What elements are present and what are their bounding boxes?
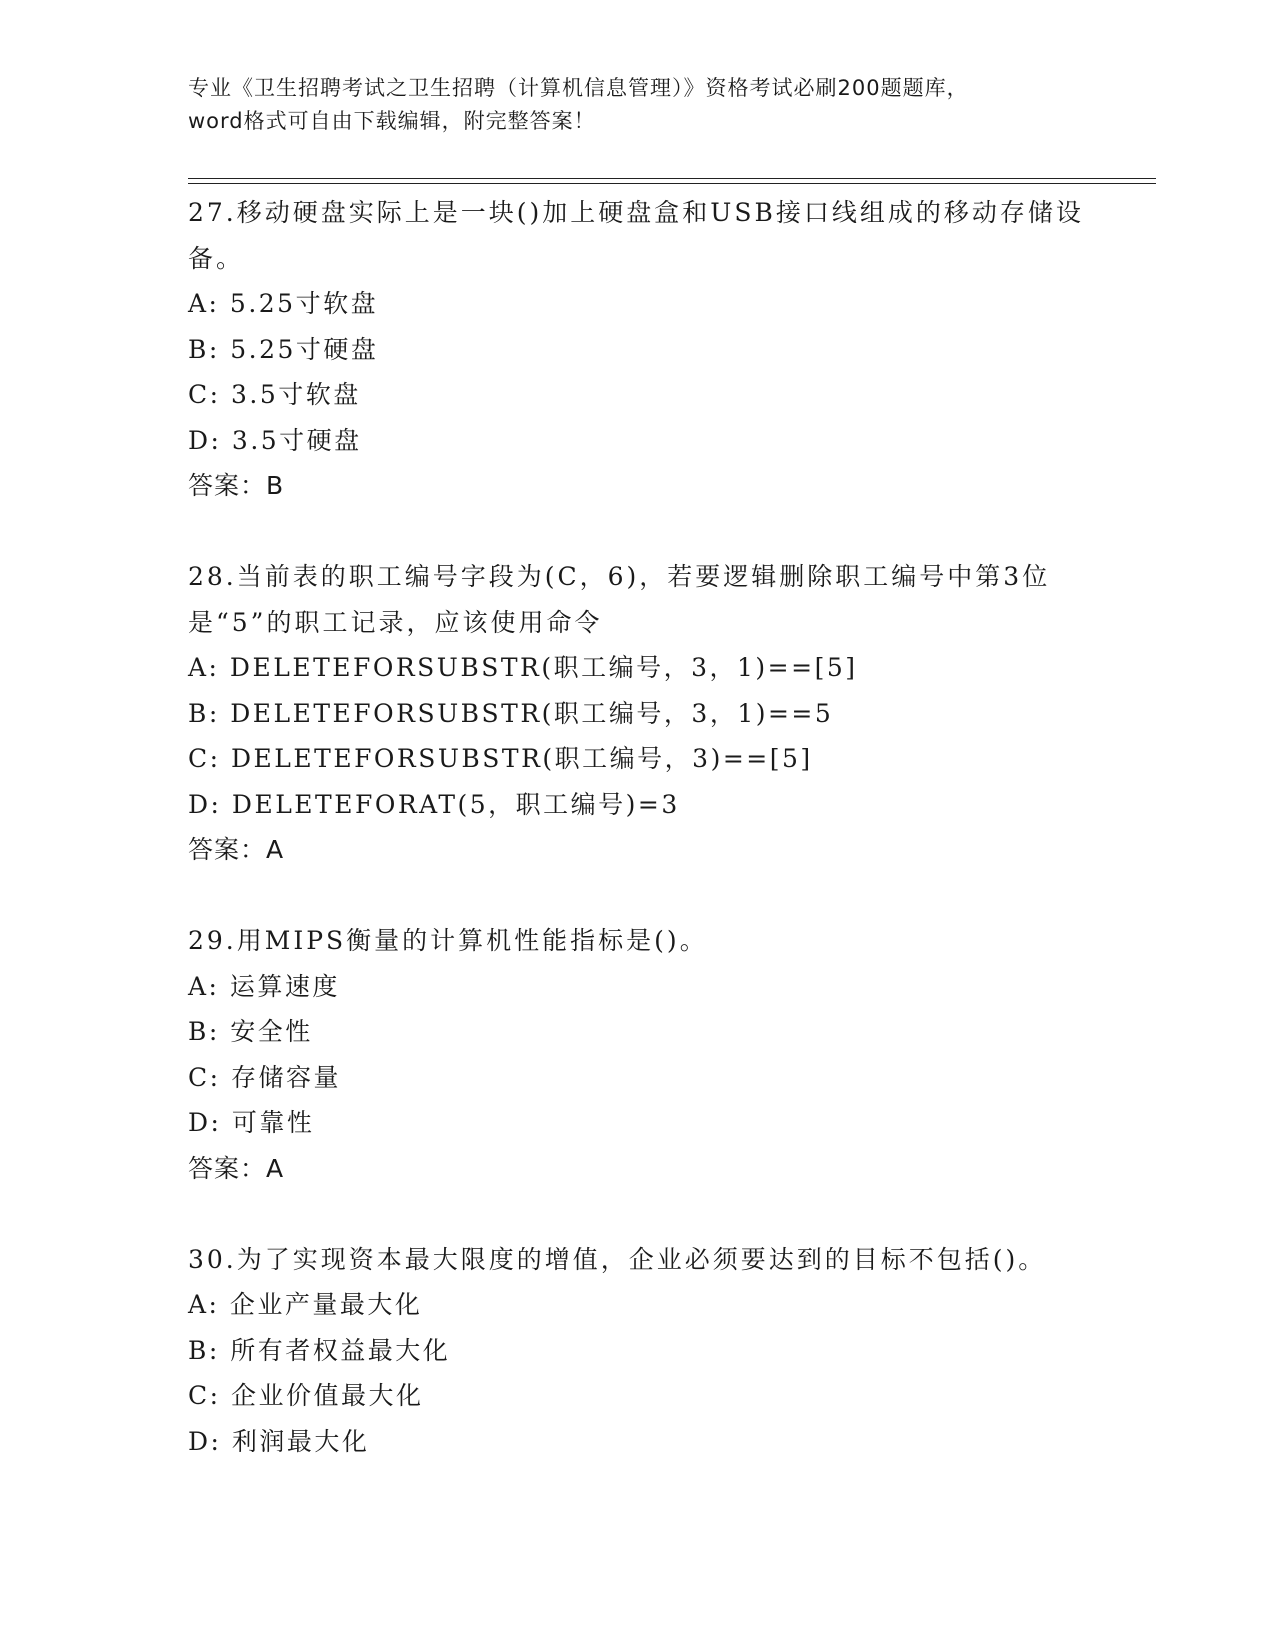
answer-label: 答案：A [188, 835, 285, 864]
answer-label: 答案：A [188, 1153, 285, 1183]
question-text: 28.当前表的职工编号字段为(C，6)，若要逻辑删除职工编号中第3位是“5”的职工记录，应该使用命令 [188, 562, 1051, 637]
header-line-2: word格式可自由下载编辑，附完整答案！ [188, 109, 596, 133]
document-header [188, 72, 1088, 138]
option-d: D: DELETEFORAT(5，职工编号)=3 [188, 789, 680, 819]
option-a: A: DELETEFORSUBSTR(职工编号，3，1)==[5] [188, 653, 858, 682]
option-b: B: 5.25寸硬盘 [188, 334, 379, 364]
option-b: B: 安全性 [188, 1017, 313, 1046]
question-text: 29.用MIPS衡量的计算机性能指标是()。 [188, 926, 708, 955]
answer-label: 答案：B [188, 471, 285, 500]
header-divider-bottom [188, 183, 1156, 184]
option-b: B: 所有者权益最大化 [188, 1335, 451, 1365]
option-d: D: 利润最大化 [188, 1426, 370, 1456]
question-text: 30.为了实现资本最大限度的增值，企业必须要达到的目标不包括()。 [188, 1244, 1047, 1274]
option-c: C: 3.5寸软盘 [188, 380, 361, 409]
option-c: C: 企业价值最大化 [188, 1381, 424, 1410]
option-a: A: 企业产量最大化 [188, 1290, 423, 1319]
option-a: A: 运算速度 [188, 971, 340, 1001]
question-30 [188, 1237, 1088, 1465]
header-line-1: 专业《卫生招聘考试之卫生招聘（计算机信息管理）》资格考试必刷200题题库， [188, 76, 969, 100]
question-28 [188, 554, 1088, 873]
option-b: B: DELETEFORSUBSTR(职工编号，3，1)==5 [188, 698, 834, 728]
option-c: C: DELETEFORSUBSTR(职工编号，3)==[5] [188, 744, 813, 773]
question-27 [188, 190, 1088, 509]
option-d: D: 可靠性 [188, 1108, 315, 1137]
option-a: A: 5.25寸软盘 [188, 289, 379, 318]
question-29 [188, 918, 1088, 1191]
question-list [188, 190, 1088, 1464]
question-text: 27.移动硬盘实际上是一块()加上硬盘盒和USB接口线组成的移动存储设备。 [188, 198, 1084, 273]
header-divider-top [188, 178, 1156, 179]
option-d: D: 3.5寸硬盘 [188, 425, 362, 455]
option-c: C: 存储容量 [188, 1062, 341, 1092]
